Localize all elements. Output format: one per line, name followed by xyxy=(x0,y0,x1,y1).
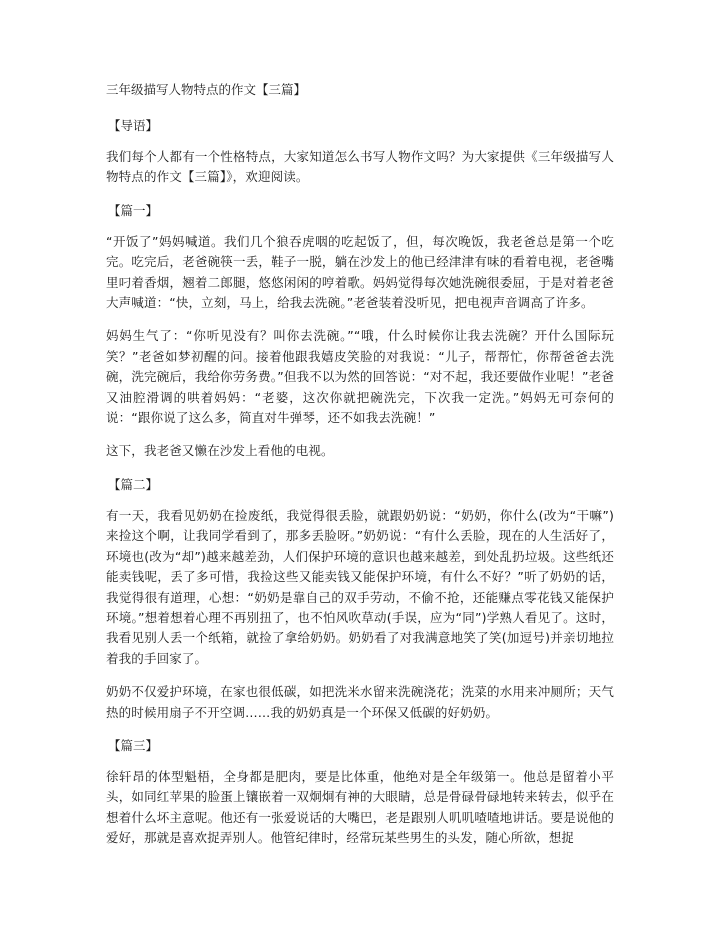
section-label-3: 【篇三】 xyxy=(108,737,159,753)
section-3-paragraph-1: 徐轩昂的体型魁梧，全身都是肥肉，要是比体重，他绝对是全年级第一。他总是留着小平头，如同红苹果的脸蛋上镶嵌着一双炯炯有神的大眼睛，总是骨碌骨碌地转来转去，似乎在想着什么坏主意呢。他还有一张爱说话的大嘴巴，老是跟别人叽叽喳喳地讲话。要是说他的爱好，那就是喜欢捉弄别人。他管纪律时，经常玩某些男生的头发，随心所欲，想捉 xyxy=(106,768,614,846)
section-1-paragraph-1: “开饭了”妈妈喊道。我们几个狼吞虎咽的吃起饭了，但，每次晚饭，我老爸总是第一个吃完。吃完后，老爸碗筷一丢，鞋子一脱，躺在沙发上的他已经津津有味的看着电视，老爸嘴里叼着香烟，翘着二郎腿，悠悠闲闲的哼着歌。妈妈觉得每次她洗碗很委屈，于是对着老爸大声喊道：“快，立刻，马上，给我去洗碗。”老爸装着没听见，把电视声音调高了许多。 xyxy=(106,233,614,311)
section-2-paragraph-2: 奶奶不仅爱护环境，在家也很低碳，如把洗米水留来洗碗浇花；洗菜的水用来冲厕所；天气热的时候用扇子不开空调……我的奶奶真是一个环保又低碳的好奶奶。 xyxy=(106,684,614,720)
section-label-1: 【篇一】 xyxy=(108,202,159,218)
document-title: 三年级描写人物特点的作文【三篇】 xyxy=(106,82,307,97)
section-label-2: 【篇二】 xyxy=(108,476,159,492)
section-1-paragraph-2: 妈妈生气了：“你听见没有？叫你去洗碗。”“哦，什么时候你让我去洗碗？开什么国际玩笑？”老爸如梦初醒的问。接着他跟我嬉皮笑脸的对我说：“儿子，帮帮忙，你帮爸爸去洗碗，洗完碗后，我给你劳务费。”但我不以为然的回答说：“对不起，我还要做作业呢！”老爸又油腔滑调的哄着妈妈：“老婆，这次你就把碗洗完，下次我一定洗。”妈妈无可奈何的说：“跟你说了这么多，简直对牛弹琴，还不如我去洗碗！” xyxy=(106,328,614,426)
section-2-paragraph-1: 有一天，我看见奶奶在捡废纸，我觉得很丢脸，就跟奶奶说：“奶奶，你什么(改为“干嘛”)来捡这个啊，让我同学看到了，那多丢脸呀。”奶奶说：“有什么丢脸，现在的人生活好了，环境也(改为“却”)越来越差劲，人们保护环境的意识也越来越差，到处乱扔垃圾。这些纸还能卖钱呢，丢了多可惜，我捡这些又能卖钱又能保护环境，有什么不好？”听了奶奶的话，我觉得很有道理，心想：“奶奶是靠自己的双手劳动，不偷不抢，还能赚点零花钱又能保护环境。”想着想着心理不再别扭了，也不怕风吹草动(手误，应为“同”)学熟人看见了。这时，我看见别人丢一个纸箱，就捡了拿给奶奶。奶奶看了对我满意地笑了笑(加逗号)并亲切地拉着我的手回家了。 xyxy=(106,507,614,666)
section-1-paragraph-3: 这下，我老爸又懒在沙发上看他的电视。 xyxy=(106,443,334,459)
intro-label: 【导语】 xyxy=(108,118,159,133)
document-page xyxy=(106,80,614,862)
intro-paragraph: 我们每个人都有一个性格特点，大家知道怎么书写人物作文吗？为大家提供《三年级描写人物特点的作文【三篇】》，欢迎阅读。 xyxy=(106,149,614,185)
